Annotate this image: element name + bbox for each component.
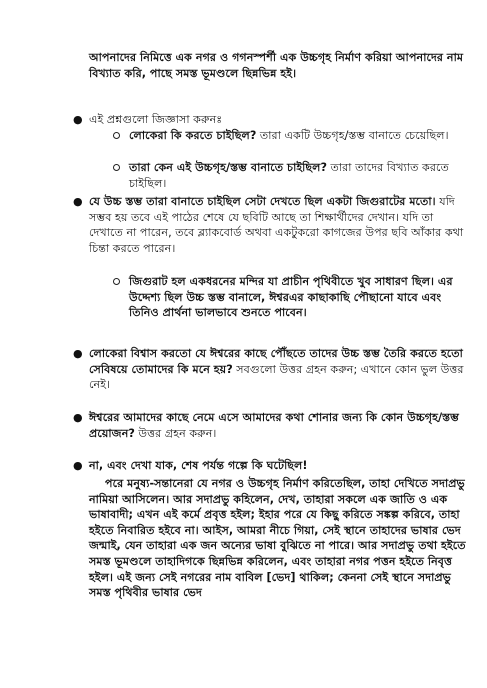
story-verse xyxy=(89,476,469,601)
list-item-bold: লোকেরা বিশ্বাস করতো যে ঈশ্বরের কাছে পৌঁছতে তাদের উচ্চ স্তম্ভ তৈরি করতে হতো সেবিষয়ে তোমাদের কি মনে হয়? xyxy=(89,347,463,376)
list-item-bold: ঈশ্বরের আমাদের কাছে নেমে এসে আমাদের কথা শোনার জন্য কি কোন উচ্চগৃহ/স্তম্ভ প্রয়োজন? xyxy=(89,411,459,440)
circle-bullet-icon xyxy=(113,164,120,171)
list-item-text: এই প্রশ্নগুলো জিজ্ঞাসা করুনঃ xyxy=(89,113,223,126)
sub-item-answer: তারা একটি উচ্চগৃহ/স্তম্ভ বানাতে চেয়েছিল। xyxy=(256,129,449,142)
intro-verse-text: আপনাদের নিমিত্তে এক নগর ও গগনস্পর্শী এক উচ্চগৃহ নির্মাণ করিয়া আপনাদের নাম বিখ্যাত করি, পাছে সমস্ত ভূমণ্ডলে ছিন্নভিন্ন হই। xyxy=(89,51,464,80)
list-item-text: যদি সম্ভব হয় তবে এই পাঠের শেষে যে ছবিটি আছে তা শিক্ষার্থীদের দেখান। যদি তা দেখাতে না পারেন, তবে ব্ল্যাকবোর্ড অথবা একটুকরো কাগজের উপর ছবি আঁকার কথা চিন্তা করতে পারেন। xyxy=(89,195,464,255)
sub-item-why-building xyxy=(129,160,469,191)
bullet-icon: ● xyxy=(73,195,83,208)
bullet-icon: ● xyxy=(73,113,83,126)
sub-item-question: তারা কেন এই উচ্চগৃহ/স্তম্ভ বানাতে চাইছিল? xyxy=(129,161,327,174)
sub-item-ziggurat-definition xyxy=(129,274,469,321)
list-item-text: সবগুলো উত্তর গ্রহন করুন; এখানে কোন ভুল উত্তর নেই। xyxy=(89,362,464,392)
list-item-bold: যে উচ্চ স্তম্ভ তারা বানাতে চাইছিল সেটা দেখতে ছিল একটা জিগুরাটের মতো। xyxy=(89,195,436,208)
intro-verse xyxy=(89,50,467,81)
list-item-text: উত্তর গ্রহন করুন। xyxy=(134,426,217,440)
sub-item-what-doing xyxy=(129,128,469,144)
list-item-story-end xyxy=(73,458,469,474)
list-item-ziggurat xyxy=(73,194,469,256)
story-verse-text: পরে মনুষ্য-সন্তানেরা যে নগর ও উচ্চগৃহ নির্মাণ করিতেছিল, তাহা দেখিতে সদাপ্রভু নামিয়া আসিলেন। আর সদাপ্রভু কহিলেন, দেখ, তাহারা সকলে এক জাতি ও এক ভাষাবাদী; এখন এই কর্মে প্রবৃত্ত হইল; ইহার পরে যে কিছু করিতে সঙ্কল্প করিবে, তাহা হইতে নিবারিত হইবে না। আইস, আমরা নীচে গিয়া, সেই স্থানে তাহাদের ভাষার ভেদ জন্মাই, যেন তাহারা এক জন অন্যের ভাষা বুঝিতে না পারে। আর সদাপ্রভু তথা হইতে সমস্ত ভূমণ্ডলে তাহাদিগকে ছিন্নভিন্ন করিলেন, এবং তাহারা নগর পত্তন হইতে নিবৃত্ত হইল। এই জন্য সেই নগরের নাম বাবিল [ভেদ] থাকিল; কেননা সেই স্থানে সদাপ্রভু সমস্ত পৃথিবীর ভাষার ভেদ xyxy=(89,477,466,600)
sub-item-answer: তারা তাদের বিখ্যাত করতে চাইছিল। xyxy=(129,161,449,190)
bullet-icon: ● xyxy=(73,459,83,472)
list-item-people-believed xyxy=(73,346,469,393)
bullet-icon: ● xyxy=(73,347,83,360)
list-item-bold: না, এবং দেখা যাক, শেষ পর্যন্ত গল্পে কি ঘটেছিল! xyxy=(89,459,308,472)
sub-item-definition: জিগুরাট হল একধরনের মন্দির যা প্রাচীন পৃথিবীতে খুব সাধারণ ছিল। এর উদ্দেশ্য ছিল উচ্চ স্তম্ভ বানালে, ঈশ্বরএর কাছাকাছি পৌছানো যাবে এবং তিনিও প্রার্থনা ভালভাবে শুনতে পাবেন। xyxy=(129,275,453,320)
circle-bullet-icon xyxy=(113,132,120,139)
circle-bullet-icon xyxy=(113,278,120,285)
list-item-ask-questions xyxy=(73,112,469,128)
list-item-god-needs-tower xyxy=(73,410,469,441)
sub-item-question: লোকেরা কি করতে চাইছিল? xyxy=(129,129,257,142)
bullet-icon: ● xyxy=(73,411,83,424)
